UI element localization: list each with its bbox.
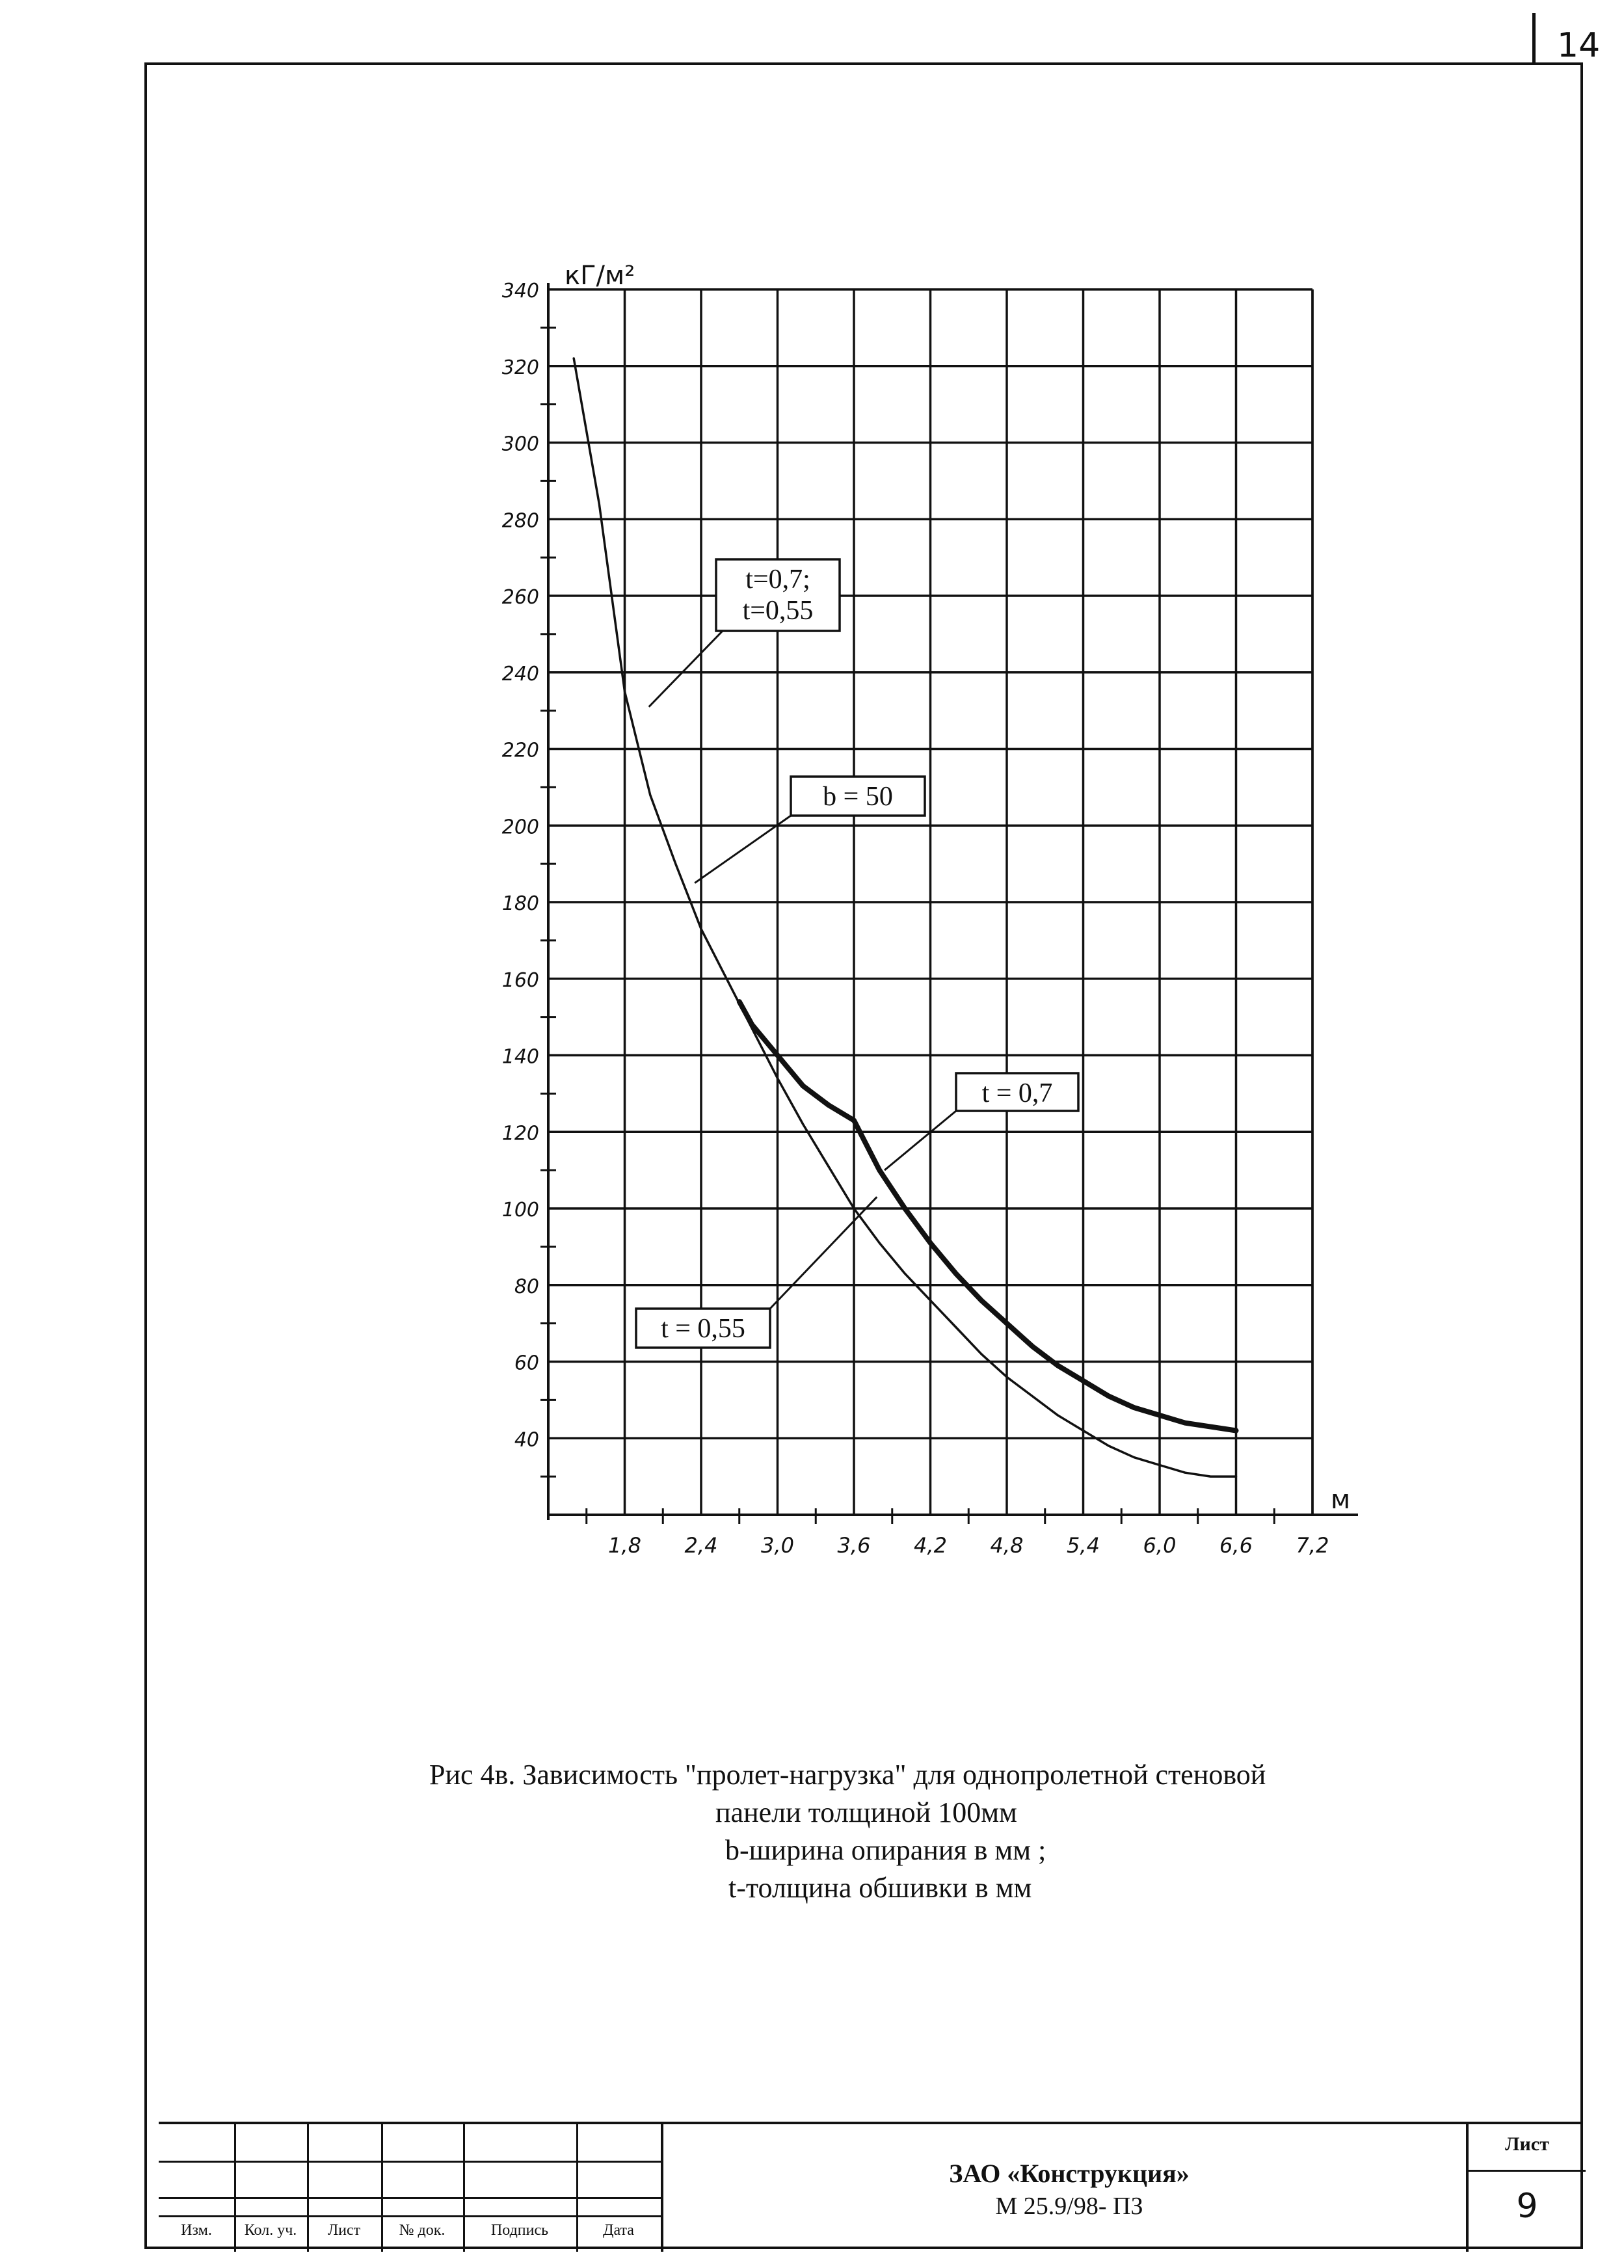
document-code: М 25.9/98- ПЗ	[995, 2193, 1143, 2220]
axis-labels	[502, 261, 1350, 1558]
col-label-kol: Кол. уч.	[244, 2222, 297, 2239]
x-tick-label: 4,2	[914, 1533, 947, 1558]
y-tick-label: 260	[501, 586, 539, 609]
x-tick-label: 5,4	[1067, 1533, 1100, 1558]
annotation-leader	[649, 631, 723, 707]
y-tick-label: 280	[501, 509, 539, 533]
annotation-text: t = 0,7	[981, 1078, 1053, 1108]
x-tick-label: 3,0	[761, 1533, 794, 1558]
annotation-leader	[770, 1197, 877, 1309]
y-tick-label: 100	[501, 1199, 539, 1221]
col-label-doc: № док.	[399, 2222, 446, 2239]
annotation-text: t=0,7;	[745, 565, 810, 594]
series-line-1	[739, 1002, 1236, 1430]
annotation-leader	[885, 1111, 956, 1170]
caption-line-1: Рис 4в. Зависимость "пролет-нагрузка" для однопролетной стеновой	[429, 1759, 1266, 1791]
caption-line-3: b-ширина опирания в мм ;	[725, 1834, 1046, 1866]
x-tick-label: 4,8	[990, 1533, 1024, 1558]
annotations	[636, 559, 1078, 1348]
x-tick-label: 6,0	[1143, 1533, 1177, 1558]
annotation-text: t=0,55	[742, 596, 814, 626]
y-tick-label: 320	[501, 356, 539, 379]
x-tick-label: 6,6	[1219, 1533, 1253, 1558]
x-tick-label: 1,8	[608, 1533, 641, 1558]
sheet-box	[1466, 2124, 1586, 2252]
annotation-text: t = 0,55	[661, 1314, 745, 1344]
caption-line-4: t-толщина обшивки в мм	[728, 1872, 1032, 1904]
col-label-sign: Подпись	[490, 2222, 549, 2239]
title-block	[159, 2122, 1583, 2252]
y-tick-label: 40	[514, 1428, 539, 1452]
y-tick-label: 60	[514, 1352, 539, 1375]
y-tick-label: 80	[514, 1275, 539, 1298]
title-block-grid	[159, 2124, 663, 2252]
y-tick-label: 120	[501, 1122, 539, 1145]
y-axis-label: кГ/м²	[565, 261, 635, 291]
annotation-text: b = 50	[823, 782, 893, 812]
x-tick-label: 3,6	[837, 1533, 871, 1558]
sheet-number: 9	[1516, 2187, 1538, 2226]
caption-line-2: панели толщиной 100мм	[715, 1796, 1017, 1828]
organization-name: ЗАО «Конструкция»	[949, 2159, 1190, 2188]
x-axis-label: м	[1331, 1485, 1351, 1515]
figure-caption	[429, 1756, 1405, 1907]
y-tick-label: 140	[501, 1045, 539, 1069]
col-label-date: Дата	[603, 2222, 634, 2239]
y-tick-label: 160	[501, 968, 539, 992]
col-label-izm: Изм.	[181, 2222, 212, 2239]
y-tick-label: 240	[501, 662, 539, 686]
x-tick-label: 7,2	[1296, 1533, 1329, 1558]
y-tick-label: 180	[501, 892, 539, 915]
y-tick-label: 300	[501, 433, 539, 456]
y-tick-label: 220	[501, 739, 539, 762]
sheet-divider	[1469, 2170, 1586, 2172]
sheet-label: Лист	[1505, 2133, 1549, 2155]
corner-page-number: 14	[1557, 26, 1601, 65]
col-label-list: Лист	[327, 2222, 361, 2239]
y-tick-label: 340	[501, 280, 539, 302]
x-tick-label: 2,4	[684, 1533, 718, 1558]
y-tick-label: 200	[501, 816, 539, 839]
